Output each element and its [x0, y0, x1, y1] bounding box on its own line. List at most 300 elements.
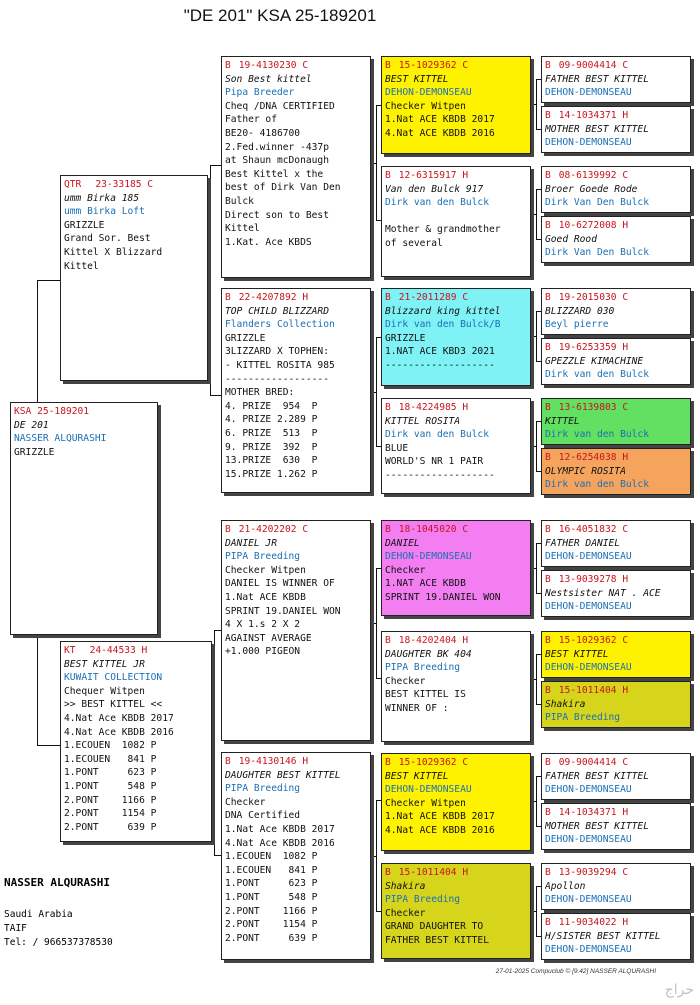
ring-number: 15-1011404 H	[558, 685, 629, 696]
detail-line	[385, 210, 527, 224]
pigeon-name: BEST KITTEL	[385, 770, 449, 782]
pigeon-card-gen5-14	[541, 803, 691, 850]
ring-number: 18-1045020 C	[398, 524, 469, 535]
detail-line: >> BEST KITTEL <<	[64, 699, 163, 711]
detail-line: 1.ECOUEN 1082 P	[225, 851, 318, 863]
pigeon-name: GPEZZLE KIMACHINE	[545, 355, 644, 367]
detail-line: 4.Nat Ace KBDB 2016	[64, 726, 174, 738]
breeder-name: DEHON-DEMONSEAU	[385, 551, 472, 563]
connector-line	[536, 543, 537, 593]
connector-line	[37, 745, 60, 746]
detail-line: 1.NAT ACE KBDB	[385, 578, 466, 590]
detail-line: 1.Kat. Ace KBDS	[225, 236, 312, 248]
connector-line	[214, 855, 221, 856]
sex-code: QTR	[64, 179, 82, 190]
detail-line: 2.Fed.winner -437p	[225, 141, 329, 153]
ring-number: 15-1011404 H	[398, 867, 469, 878]
detail-line: 1.PONT 548 P	[225, 891, 318, 903]
pigeon-card-gen5-12	[541, 681, 691, 728]
detail-line: -------------------	[385, 359, 495, 371]
pigeon-card-gen4-8	[381, 863, 531, 959]
sex-code: B	[385, 635, 391, 646]
breeder-name: PIPA Breeding	[225, 551, 301, 563]
detail-line: Direct son to Best	[225, 209, 329, 221]
ring-header	[385, 291, 527, 305]
pigeon-name: H/SISTER BEST KITTEL	[545, 930, 661, 942]
detail-line: 3LIZZARD X TOPHEN:	[225, 346, 329, 358]
pigeon-name: DAUGHTER BK 404	[385, 648, 472, 660]
pigeon-name: Son Best kittel	[225, 73, 312, 85]
connector-line	[536, 776, 537, 826]
ring-header	[385, 169, 527, 183]
connector-line	[210, 395, 221, 396]
detail-line: best of Dirk Van Den	[225, 182, 341, 194]
detail-line: of several	[385, 237, 443, 249]
ring-header	[545, 109, 687, 123]
detail-line: WORLD'S NR 1 PAIR	[385, 456, 484, 468]
ring-header	[64, 644, 208, 658]
ring-number: 14-1034371 H	[558, 807, 629, 818]
connector-line	[536, 311, 537, 361]
ring-header	[225, 291, 367, 305]
pigeon-card-gen4-4	[381, 398, 531, 494]
ring-header	[545, 756, 687, 770]
breeder-name: PIPA Breeding	[545, 712, 621, 724]
sex-code: B	[545, 757, 551, 768]
pigeon-name: Nestsister NAT . ACE	[545, 587, 661, 599]
ring-number: 21-2011289 C	[398, 292, 469, 303]
breeder-name: Dirk van den Bulck	[545, 429, 649, 441]
detail-line: Chequer Witpen	[64, 685, 145, 697]
ring-header	[545, 523, 687, 537]
detail-line: 1.ECOUEN 1082 P	[64, 740, 157, 752]
detail-line: Mother & grandmother	[385, 224, 501, 236]
detail-line: 9. PRIZE 392 P	[225, 441, 318, 453]
breeder-name: DEHON-DEMONSEAU	[545, 662, 632, 674]
pigeon-name: BEST KITTEL	[545, 648, 609, 660]
breeder-name: DEHON-DEMONSEAU	[545, 551, 632, 563]
pigeon-name: FATHER BEST KITTEL	[545, 73, 649, 85]
ring-number: 24-44533 H	[89, 645, 148, 656]
ring-header	[545, 341, 687, 355]
detail-line: BE20- 4186700	[225, 127, 301, 139]
pigeon-name: MOTHER BEST KITTEL	[545, 123, 649, 135]
ring-number: 15-1029362 C	[398, 757, 469, 768]
detail-line: 1.NAT ACE KBD3 2021	[385, 346, 495, 358]
detail-line: 4.Nat Ace KBDB 2016	[225, 837, 335, 849]
ring-header	[64, 178, 204, 192]
sex-code: B	[545, 220, 551, 231]
ring-number: 19-6253359 H	[558, 342, 629, 353]
sex-code: B	[545, 170, 551, 181]
ring-header	[385, 401, 527, 415]
detail-line: 1.PONT 623 P	[64, 767, 157, 779]
detail-line: +1.000 PIGEON	[225, 646, 301, 658]
detail-line: Father of	[225, 114, 277, 126]
sex-code: B	[545, 635, 551, 646]
detail-line: 1.PONT 548 P	[64, 780, 157, 792]
detail-line: SPRINT 19.DANIEL WON	[225, 605, 341, 617]
sex-code: B	[545, 524, 551, 535]
detail-line: 15.PRIZE 1.262 P	[225, 468, 318, 480]
detail-line: DANIEL IS WINNER OF	[225, 578, 335, 590]
pigeon-card-gen5-1	[541, 56, 691, 103]
sex-code: B	[225, 524, 231, 535]
breeder-name: PIPA Breeding	[385, 894, 461, 906]
detail-line: GRAND DAUGHTER TO	[385, 921, 484, 933]
detail-line: 4.Nat ACE KBDB 2016	[385, 824, 495, 836]
pigeon-name: Van den Bulck 917	[385, 183, 484, 195]
breeder-name: Pipa Breeder	[225, 87, 295, 99]
ring-number: 16-4051832 C	[558, 524, 629, 535]
pigeon-card-dam	[60, 641, 212, 842]
connector-line	[536, 886, 537, 936]
pigeon-name: DANIEL	[385, 537, 420, 549]
pigeon-card-gen5-9	[541, 520, 691, 567]
sex-code: B	[225, 292, 231, 303]
ring-header	[545, 59, 687, 73]
ring-header	[225, 523, 367, 537]
connector-line	[212, 745, 215, 746]
pigeon-card-dam-sire	[221, 520, 371, 741]
pigeon-card-gen5-8	[541, 448, 691, 495]
detail-line: FATHER BEST KITTEL	[385, 934, 489, 946]
owner-country: Saudi Arabia	[4, 909, 73, 920]
connector-line	[376, 800, 377, 911]
detail-line: at Shaun mcDonaugh	[225, 155, 329, 167]
detail-line: Kittel	[225, 223, 260, 235]
ring-number: 19-2015030 C	[558, 292, 629, 303]
ring-number: 13-9039278 H	[558, 574, 629, 585]
connector-line	[531, 336, 536, 337]
pigeon-name: Shakira	[385, 880, 426, 892]
ring-number: 15-1029362 C	[398, 60, 469, 71]
pigeon-card-gen5-15	[541, 863, 691, 910]
detail-line: GRIZZLE	[385, 332, 426, 344]
connector-line	[376, 337, 377, 446]
detail-line: Kittel X Blizzard	[64, 246, 163, 258]
sex-code: B	[225, 60, 231, 71]
pigeon-name: TOP CHILD BLIZZARD	[225, 305, 329, 317]
connector-line	[371, 163, 376, 164]
breeder-name: Dirk Van Den Bulck	[545, 247, 649, 259]
ring-header	[385, 523, 527, 537]
connector-line	[531, 568, 536, 569]
pigeon-card-gen5-6	[541, 338, 691, 385]
detail-line: Checker	[385, 564, 426, 576]
ring-header	[545, 916, 687, 930]
ring-header	[545, 866, 687, 880]
sex-code: B	[545, 110, 551, 121]
detail-line: Grand Sor. Best	[64, 233, 151, 245]
detail-line: 2.PONT 639 P	[225, 932, 318, 944]
detail-line: GRIZZLE	[225, 332, 266, 344]
ring-number: 13-6139803 C	[558, 402, 629, 413]
sex-code: B	[385, 757, 391, 768]
connector-line	[531, 446, 536, 447]
ring-header	[385, 756, 527, 770]
breeder-name: DEHON-DEMONSEAU	[545, 784, 632, 796]
connector-line	[536, 654, 537, 704]
ring-number: 12-6254038 H	[558, 452, 629, 463]
detail-line: Kittel	[64, 260, 99, 272]
detail-line: 1.ECOUEN 841 P	[225, 864, 318, 876]
breeder-name: Dirk van den Bulck	[545, 369, 649, 381]
detail-line: Best Kittel x the	[225, 168, 324, 180]
ring-number: 19-4130230 C	[238, 60, 309, 71]
pigeon-name: DANIEL JR	[225, 537, 277, 549]
pigeon-name: DAUGHTER BEST KITTEL	[225, 769, 341, 781]
pigeon-card-gen5-4	[541, 216, 691, 263]
pigeon-name: FATHER DANIEL	[545, 537, 621, 549]
sex-code: B	[545, 60, 551, 71]
pigeon-card-gen4-2	[381, 166, 531, 277]
ring-header	[545, 634, 687, 648]
breeder-name: umm Birka Loft	[64, 206, 145, 218]
pigeon-name: Goed Rood	[545, 233, 597, 245]
detail-line: 2.PONT 1166 P	[64, 794, 157, 806]
footer-credit: 27-01-2025 Compuclub © [9.42] NASSER ALQURASHI	[495, 968, 656, 975]
detail-line: 4 X 1.s 2 X 2	[225, 619, 301, 631]
ring-header	[385, 634, 527, 648]
ring-header	[545, 219, 687, 233]
ring-header	[545, 573, 687, 587]
connector-line	[37, 280, 38, 402]
ring-number: KSA 25-189201	[14, 406, 90, 417]
detail-line: GRIZZLE	[14, 446, 55, 458]
pigeon-name: MOTHER BEST KITTEL	[545, 820, 649, 832]
detail-line: 1.PONT 623 P	[225, 878, 318, 890]
detail-line: 4. PRIZE 954 P	[225, 400, 318, 412]
pigeon-name: DE 201	[14, 419, 49, 431]
breeder-name: DEHON-DEMONSEAU	[385, 87, 472, 99]
breeder-name: Dirk Van Den Bulck	[545, 197, 649, 209]
connector-line	[531, 679, 536, 680]
watermark-logo: حراج	[664, 982, 694, 998]
pigeon-card-dam-dam	[221, 752, 371, 960]
pigeon-name: OLYMPIC ROSITA	[545, 465, 626, 477]
ring-header	[14, 405, 154, 419]
detail-line: MOTHER BRED:	[225, 387, 295, 399]
pigeon-card-gen5-10	[541, 570, 691, 617]
breeder-name: PIPA Breeding	[385, 662, 461, 674]
connector-line	[208, 280, 211, 281]
pigeon-card-sire-sire	[221, 56, 371, 278]
detail-line: 2.PONT 1154 P	[225, 919, 318, 931]
pigeon-card-gen4-3	[381, 288, 531, 386]
detail-line: DNA Certified	[225, 810, 301, 822]
sex-code: B	[545, 867, 551, 878]
pigeon-name: Shakira	[545, 698, 586, 710]
ring-number: 22-4207892 H	[238, 292, 309, 303]
pigeon-name: BEST KITTEL JR	[64, 658, 145, 670]
sex-code: B	[225, 756, 231, 767]
detail-line: Bulck	[225, 195, 254, 207]
detail-line: 4.Nat ACE KBDB 2016	[385, 127, 495, 139]
detail-line: WINNER OF :	[385, 702, 449, 714]
detail-line: - KITTEL ROSITA 985	[225, 359, 335, 371]
ring-number: 12-6315917 H	[398, 170, 469, 181]
pigeon-name: BLIZZARD 030	[545, 305, 615, 317]
connector-line	[376, 105, 377, 220]
breeder-name: PIPA Breeding	[225, 783, 301, 795]
ring-header	[385, 866, 527, 880]
connector-line	[214, 630, 221, 631]
sex-code: B	[545, 574, 551, 585]
detail-line: 6. PRIZE 513 P	[225, 427, 318, 439]
detail-line: Checker	[225, 796, 266, 808]
detail-line: Checker	[385, 675, 426, 687]
pigeon-card-gen5-7	[541, 398, 691, 445]
detail-line: 4. PRIZE 2.289 P	[225, 414, 318, 426]
pigeon-card-gen4-1	[381, 56, 531, 154]
pigeon-card-gen4-6	[381, 631, 531, 742]
sex-code: B	[385, 524, 391, 535]
pigeon-card-gen5-11	[541, 631, 691, 678]
breeder-name: Dirk van den Bulck	[385, 429, 489, 441]
ring-number: 23-33185 C	[95, 179, 154, 190]
pigeon-name: umm Birka 185	[64, 192, 140, 204]
ring-header	[545, 401, 687, 415]
ring-number: 19-4130146 H	[238, 756, 309, 767]
detail-line: 1.Nat Ace KBDB 2017	[225, 823, 335, 835]
ring-header	[545, 291, 687, 305]
connector-line	[37, 635, 38, 745]
ring-number: 18-4224985 H	[398, 402, 469, 413]
connector-line	[371, 623, 376, 624]
detail-line: 4.Nat Ace KBDB 2017	[64, 712, 174, 724]
pigeon-card-gen5-2	[541, 106, 691, 153]
connector-line	[210, 165, 221, 166]
pigeon-name: BEST KITTEL	[385, 73, 449, 85]
detail-line: Checker Witpen	[385, 797, 466, 809]
breeder-name: KUWAIT COLLECTION	[64, 672, 163, 684]
sex-code: B	[545, 402, 551, 413]
pigeon-card-gen4-5	[381, 520, 531, 616]
connector-line	[376, 568, 377, 678]
detail-line: BLUE	[385, 442, 409, 454]
pigeon-name: KITTEL	[545, 415, 580, 427]
detail-line: 1.Nat ACE KBDB	[225, 591, 306, 603]
breeder-name: DEHON-DEMONSEAU	[545, 137, 632, 149]
breeder-name: DEHON-DEMONSEAU	[545, 834, 632, 846]
ring-number: 09-9004414 C	[558, 60, 629, 71]
detail-line: AGAINST AVERAGE	[225, 632, 312, 644]
ring-number: 09-9004414 C	[558, 757, 629, 768]
detail-line: GRIZZLE	[64, 219, 105, 231]
connector-line	[531, 104, 536, 105]
detail-line: 1.Nat ACE KBDB 2017	[385, 811, 495, 823]
detail-line: 2.PONT 1166 P	[225, 905, 318, 917]
ring-number: 15-1029362 C	[558, 635, 629, 646]
ring-number: 13-9039294 C	[558, 867, 629, 878]
connector-line	[531, 911, 536, 912]
ring-header	[385, 59, 527, 73]
sex-code: B	[385, 292, 391, 303]
connector-line	[536, 79, 537, 129]
pigeon-card-gen4-7	[381, 753, 531, 851]
pigeon-card-gen5-13	[541, 753, 691, 800]
breeder-name: Flanders Collection	[225, 319, 335, 331]
breeder-name: NASSER ALQURASHI	[14, 433, 107, 445]
pigeon-name: Broer Goede Rode	[545, 183, 638, 195]
owner-city: TAIF	[4, 923, 27, 934]
sex-code: B	[385, 867, 391, 878]
connector-line	[531, 801, 536, 802]
pigeon-name: Apollon	[545, 880, 586, 892]
pigeon-card-gen5-16	[541, 913, 691, 960]
breeder-name: DEHON-DEMONSEAU	[385, 784, 472, 796]
connector-line	[214, 630, 215, 855]
sex-code: B	[545, 452, 551, 463]
breeder-name: Dirk van den Bulck	[545, 479, 649, 491]
breeder-name: Dirk van den Bulck/B	[385, 319, 501, 331]
connector-line	[536, 189, 537, 239]
pigeon-card-gen5-3	[541, 166, 691, 213]
pigeon-card-sire	[60, 175, 208, 381]
detail-line: Checker	[385, 907, 426, 919]
ring-header	[545, 806, 687, 820]
connector-line	[371, 856, 376, 857]
pigeon-name: Blizzard king kittel	[385, 305, 501, 317]
ring-number: 10-6272008 H	[558, 220, 629, 231]
ring-number: 08-6139992 C	[558, 170, 629, 181]
ring-number: 11-9034022 H	[558, 917, 629, 928]
breeder-name: DEHON-DEMONSEAU	[545, 894, 632, 906]
detail-line: -------------------	[385, 469, 495, 481]
ring-number: 14-1034371 H	[558, 110, 629, 121]
breeder-name: Dirk van den Bulck	[385, 197, 489, 209]
breeder-name: DEHON-DEMONSEAU	[545, 944, 632, 956]
detail-line: Checker Witpen	[225, 564, 306, 576]
connector-line	[531, 214, 536, 215]
ring-header	[225, 755, 367, 769]
detail-line: 2.PONT 639 P	[64, 821, 157, 833]
pigeon-card-main	[10, 402, 158, 635]
detail-line: SPRINT 19.DANIEL WON	[385, 591, 501, 603]
detail-line: 1.Nat ACE KBDB 2017	[385, 114, 495, 126]
sex-code: B	[385, 170, 391, 181]
connector-line	[536, 421, 537, 471]
pigeon-name: FATHER BEST KITTEL	[545, 770, 649, 782]
owner-phone: Tel: / 966537378530	[4, 937, 113, 948]
sex-code: B	[545, 342, 551, 353]
sex-code: B	[545, 685, 551, 696]
connector-line	[37, 280, 60, 281]
detail-line: 1.ECOUEN 841 P	[64, 753, 157, 765]
ring-number: 21-4202202 C	[238, 524, 309, 535]
pigeon-name: KITTEL ROSITA	[385, 415, 461, 427]
sex-code: KT	[64, 645, 76, 656]
breeder-name: DEHON-DEMONSEAU	[545, 601, 632, 613]
ring-header	[545, 684, 687, 698]
detail-line: ------------------	[225, 373, 329, 385]
pigeon-card-gen5-5	[541, 288, 691, 335]
owner-name: NASSER ALQURASHI	[4, 876, 110, 889]
connector-line	[371, 392, 376, 393]
breeder-name: Beyl pierre	[545, 319, 609, 331]
ring-header	[225, 59, 367, 73]
sex-code: B	[385, 402, 391, 413]
detail-line: Cheq /DNA CERTIFIED	[225, 100, 335, 112]
sex-code: B	[545, 917, 551, 928]
pedigree-title: "DE 201" KSA 25-189201	[183, 6, 377, 25]
pigeon-card-sire-dam	[221, 288, 371, 493]
detail-line: 2.PONT 1154 P	[64, 808, 157, 820]
sex-code: B	[545, 807, 551, 818]
detail-line: 13.PRIZE 630 P	[225, 455, 318, 467]
ring-header	[545, 451, 687, 465]
